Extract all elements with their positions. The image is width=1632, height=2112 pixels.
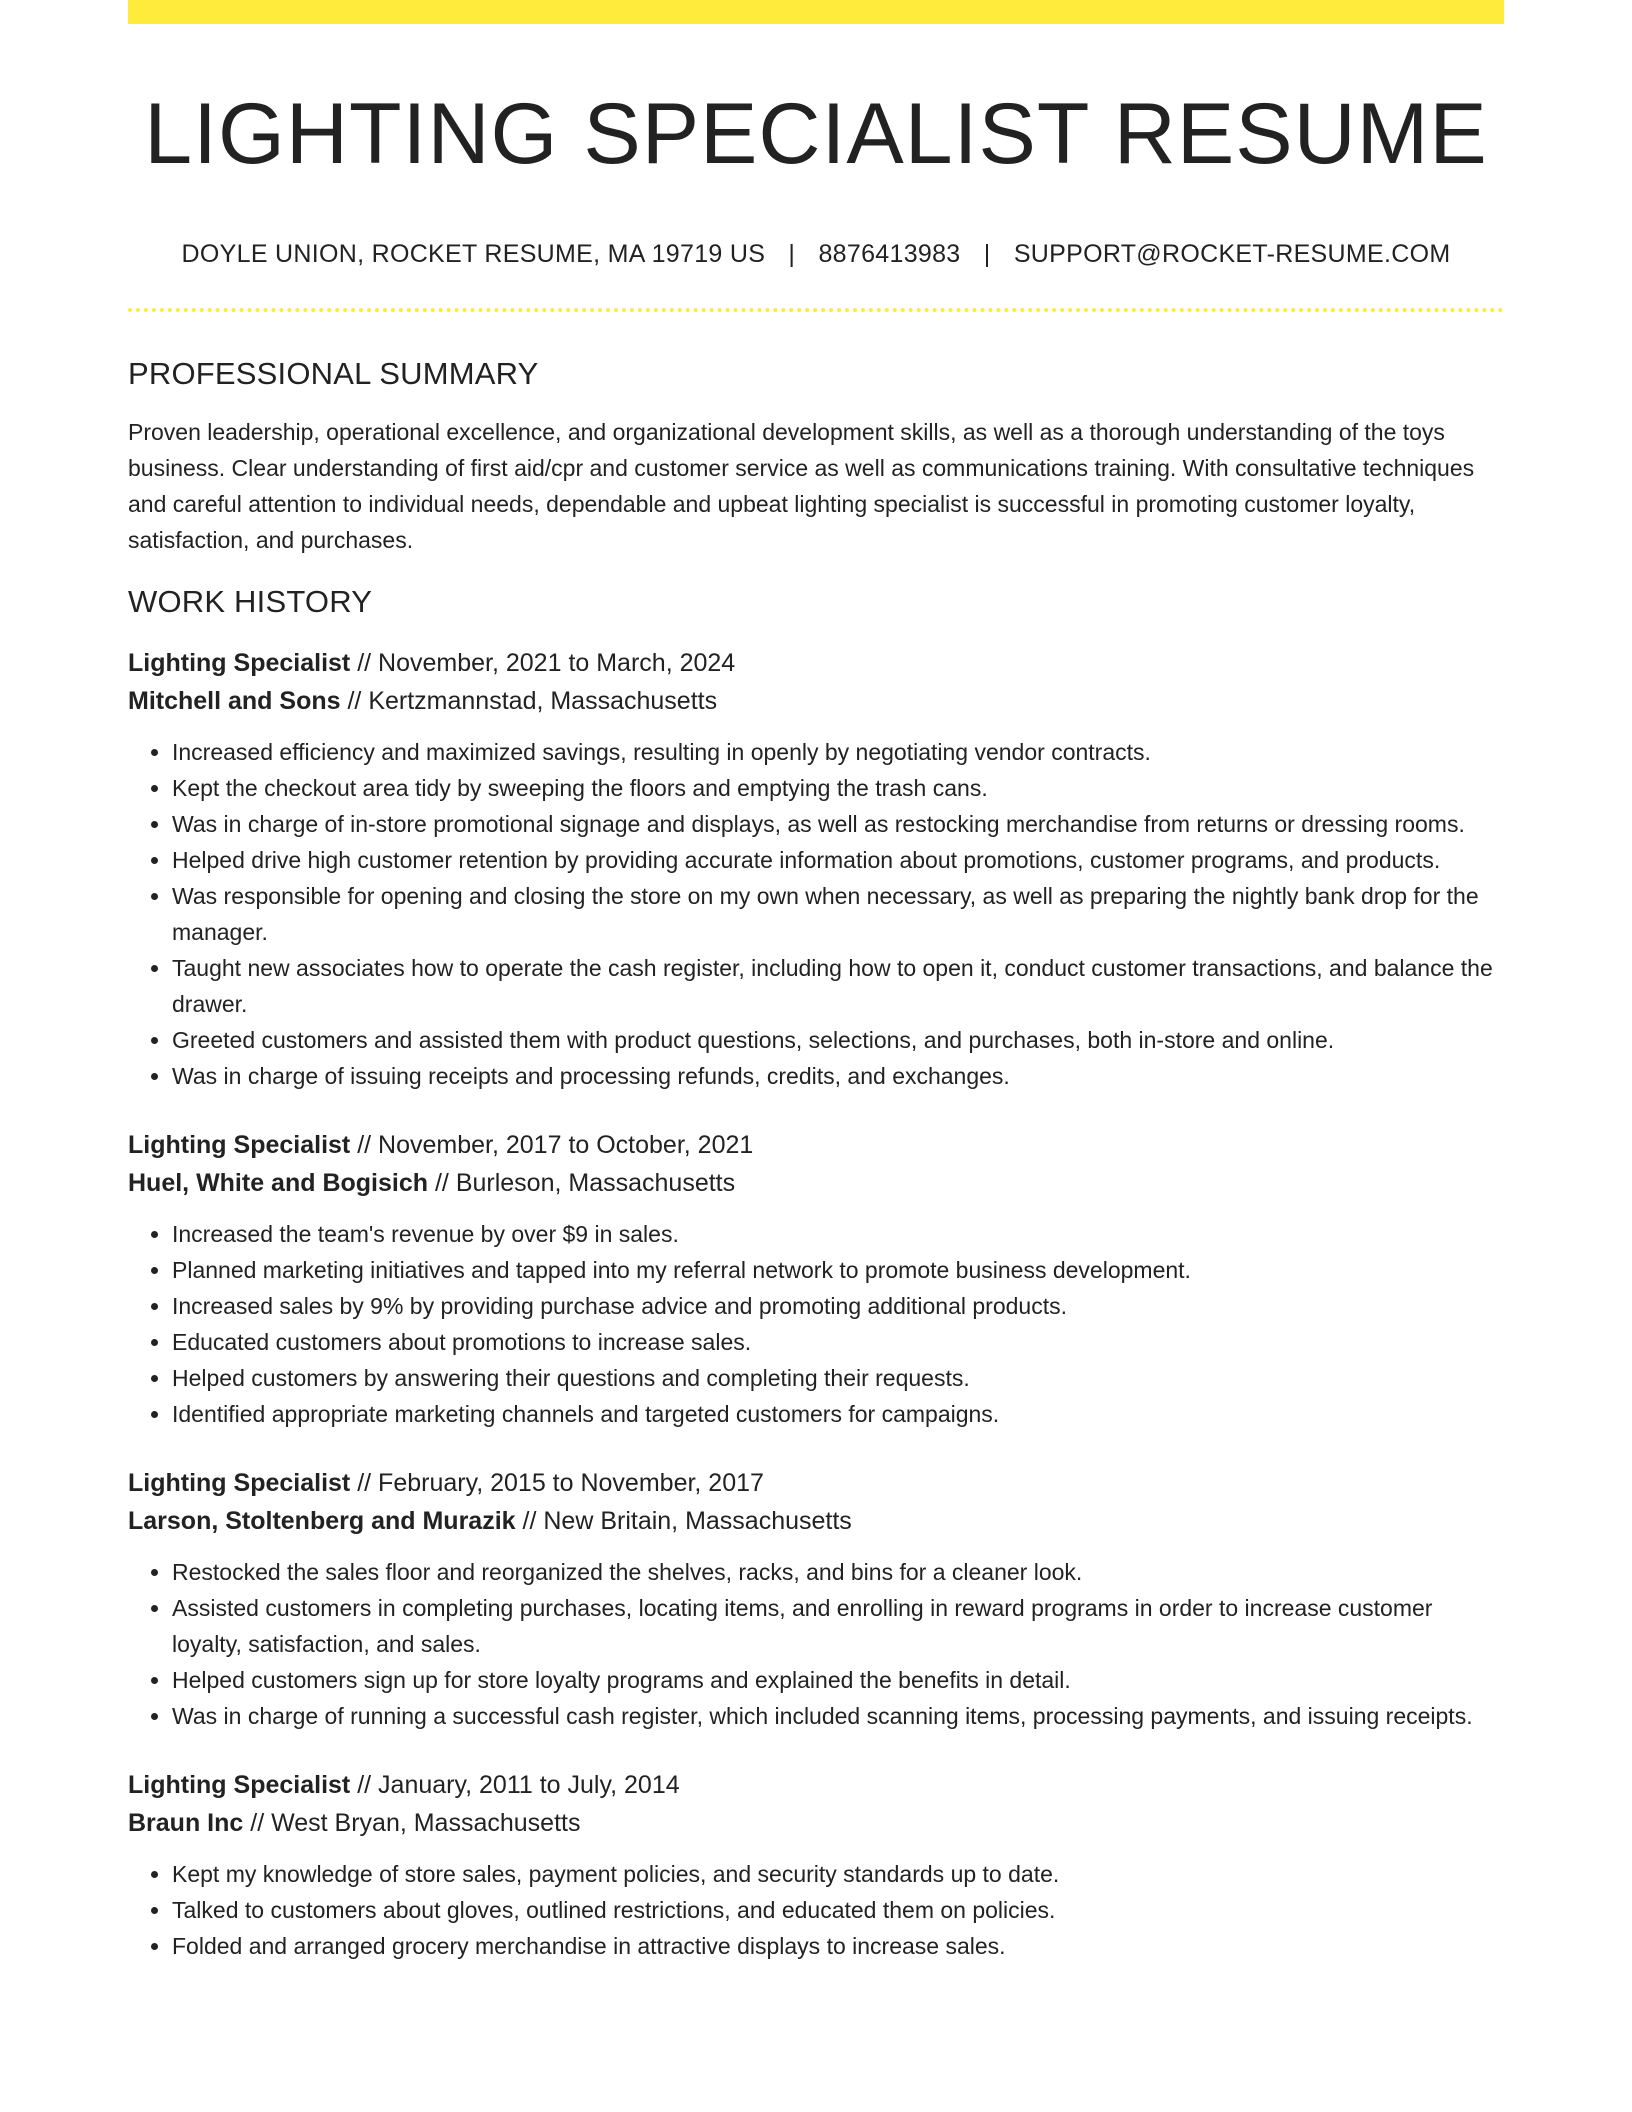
job-company: Mitchell and Sons: [128, 687, 341, 715]
job-dates: November, 2017 to October, 2021: [378, 1131, 754, 1159]
job-location: West Bryan, Massachusetts: [271, 1809, 581, 1837]
contact-line: [128, 238, 1504, 270]
work-history-heading: WORK HISTORY: [128, 584, 373, 619]
summary-text: Proven leadership, operational excellence, and organizational development skills, as well as a thorough understanding of the toys business. Clear understanding of first aid/cpr and customer service as well as communications training. With consultative techniques and careful attention to individual needs, dependable and upbeat lighting specialist is successful in promoting customer loyalty, satisfaction, and purchases.: [128, 419, 1475, 553]
contact-separator: |: [788, 240, 796, 268]
work-history-list: [128, 644, 1504, 1964]
job-location: Kertzmannstad, Massachusetts: [368, 687, 718, 715]
job-bullet-item: • Helped customers by answering their questions and completing their requests.: [172, 1360, 1504, 1396]
contact-separator: |: [983, 240, 991, 268]
job-bullet-item: • Kept my knowledge of store sales, payment policies, and security standards up to date.: [172, 1856, 1504, 1892]
job-entry: [128, 1464, 1504, 1734]
job-title-line: [128, 1766, 1504, 1804]
job-bullet-item: • Increased sales by 9% by providing purchase advice and promoting additional products.: [172, 1288, 1504, 1324]
job-bullet-item: • Was in charge of issuing receipts and processing refunds, credits, and exchanges.: [172, 1058, 1504, 1094]
job-bullet-item: • Identified appropriate marketing channels and targeted customers for campaigns.: [172, 1396, 1504, 1432]
job-bullet-item: • Greeted customers and assisted them with product questions, selections, and purchases, both in-store and online.: [172, 1022, 1504, 1058]
job-company-line: [128, 1502, 1504, 1540]
job-bullet-item: • Taught new associates how to operate the cash register, including how to open it, conduct customer transactions, and balance the drawer.: [172, 950, 1504, 1022]
job-separator: //: [515, 1507, 544, 1535]
job-bullet-item: • Assisted customers in completing purchases, locating items, and enrolling in reward programs in order to increase customer loyalty, satisfaction, and sales.: [172, 1590, 1504, 1662]
job-entry: [128, 1766, 1504, 1964]
job-title-line: [128, 1464, 1504, 1502]
job-bullet-item: • Was responsible for opening and closing the store on my own when necessary, as well as preparing the nightly bank drop for the manager.: [172, 878, 1504, 950]
contact-phone: 8876413983: [818, 240, 961, 268]
job-bullet-item: • Educated customers about promotions to increase sales.: [172, 1324, 1504, 1360]
job-separator: //: [243, 1809, 272, 1837]
accent-top-bar: [128, 0, 1504, 24]
job-bullet-item: • Restocked the sales floor and reorganized the shelves, racks, and bins for a cleaner look.: [172, 1554, 1504, 1590]
job-bullet-item: • Kept the checkout area tidy by sweeping the floors and emptying the trash cans.: [172, 770, 1504, 806]
job-company-line: [128, 1804, 1504, 1842]
job-bullets: [128, 734, 1504, 1094]
job-title: Lighting Specialist: [128, 649, 351, 677]
job-bullet-item: • Folded and arranged grocery merchandise in attractive displays to increase sales.: [172, 1928, 1504, 1964]
job-location: Burleson, Massachusetts: [455, 1169, 736, 1197]
job-bullet-item: • Talked to customers about gloves, outlined restrictions, and educated them on policies.: [172, 1892, 1504, 1928]
job-bullet-item: • Increased efficiency and maximized savings, resulting in openly by negotiating vendor contracts.: [172, 734, 1504, 770]
job-location: New Britain, Massachusetts: [543, 1507, 852, 1535]
contact-email: SUPPORT@ROCKET-RESUME.COM: [1013, 240, 1451, 268]
contact-address: DOYLE UNION, ROCKET RESUME, MA 19719 US: [181, 240, 766, 268]
job-company: Huel, White and Bogisich: [128, 1169, 429, 1197]
job-title: Lighting Specialist: [128, 1771, 351, 1799]
job-title: Lighting Specialist: [128, 1131, 351, 1159]
summary-heading: PROFESSIONAL SUMMARY: [128, 356, 539, 391]
dotted-divider: [128, 308, 1504, 312]
job-bullet-item: • Increased the team's revenue by over $9 in sales.: [172, 1216, 1504, 1252]
job-title-line: [128, 1126, 1504, 1164]
job-bullet-item: • Was in charge of in-store promotional signage and displays, as well as restocking merchandise from returns or dressing rooms.: [172, 806, 1504, 842]
job-separator: //: [350, 1771, 379, 1799]
job-title-line: [128, 644, 1504, 682]
job-dates: February, 2015 to November, 2017: [378, 1469, 764, 1497]
job-bullets: [128, 1216, 1504, 1432]
job-entry: [128, 644, 1504, 1094]
job-bullets: [128, 1856, 1504, 1964]
job-entry: [128, 1126, 1504, 1432]
resume-title: LIGHTING SPECIALIST RESUME: [144, 86, 1488, 182]
job-separator: //: [350, 1131, 379, 1159]
resume-page: [128, 0, 1504, 1964]
job-company-line: [128, 1164, 1504, 1202]
job-dates: January, 2011 to July, 2014: [378, 1771, 680, 1799]
job-company: Larson, Stoltenberg and Murazik: [128, 1507, 516, 1535]
job-separator: //: [350, 1469, 379, 1497]
job-title: Lighting Specialist: [128, 1469, 351, 1497]
job-bullet-item: • Was in charge of running a successful cash register, which included scanning items, processing payments, and issuing receipts.: [172, 1698, 1504, 1734]
job-bullet-item: • Helped customers sign up for store loyalty programs and explained the benefits in detail.: [172, 1662, 1504, 1698]
job-bullet-item: • Helped drive high customer retention by providing accurate information about promotions, customer programs, and products.: [172, 842, 1504, 878]
job-separator: //: [350, 649, 379, 677]
job-bullets: [128, 1554, 1504, 1734]
job-company-line: [128, 682, 1504, 720]
job-separator: //: [340, 687, 369, 715]
job-company: Braun Inc: [128, 1809, 244, 1837]
job-dates: November, 2021 to March, 2024: [378, 649, 736, 677]
job-bullet-item: • Planned marketing initiatives and tapped into my referral network to promote business development.: [172, 1252, 1504, 1288]
job-separator: //: [428, 1169, 456, 1197]
